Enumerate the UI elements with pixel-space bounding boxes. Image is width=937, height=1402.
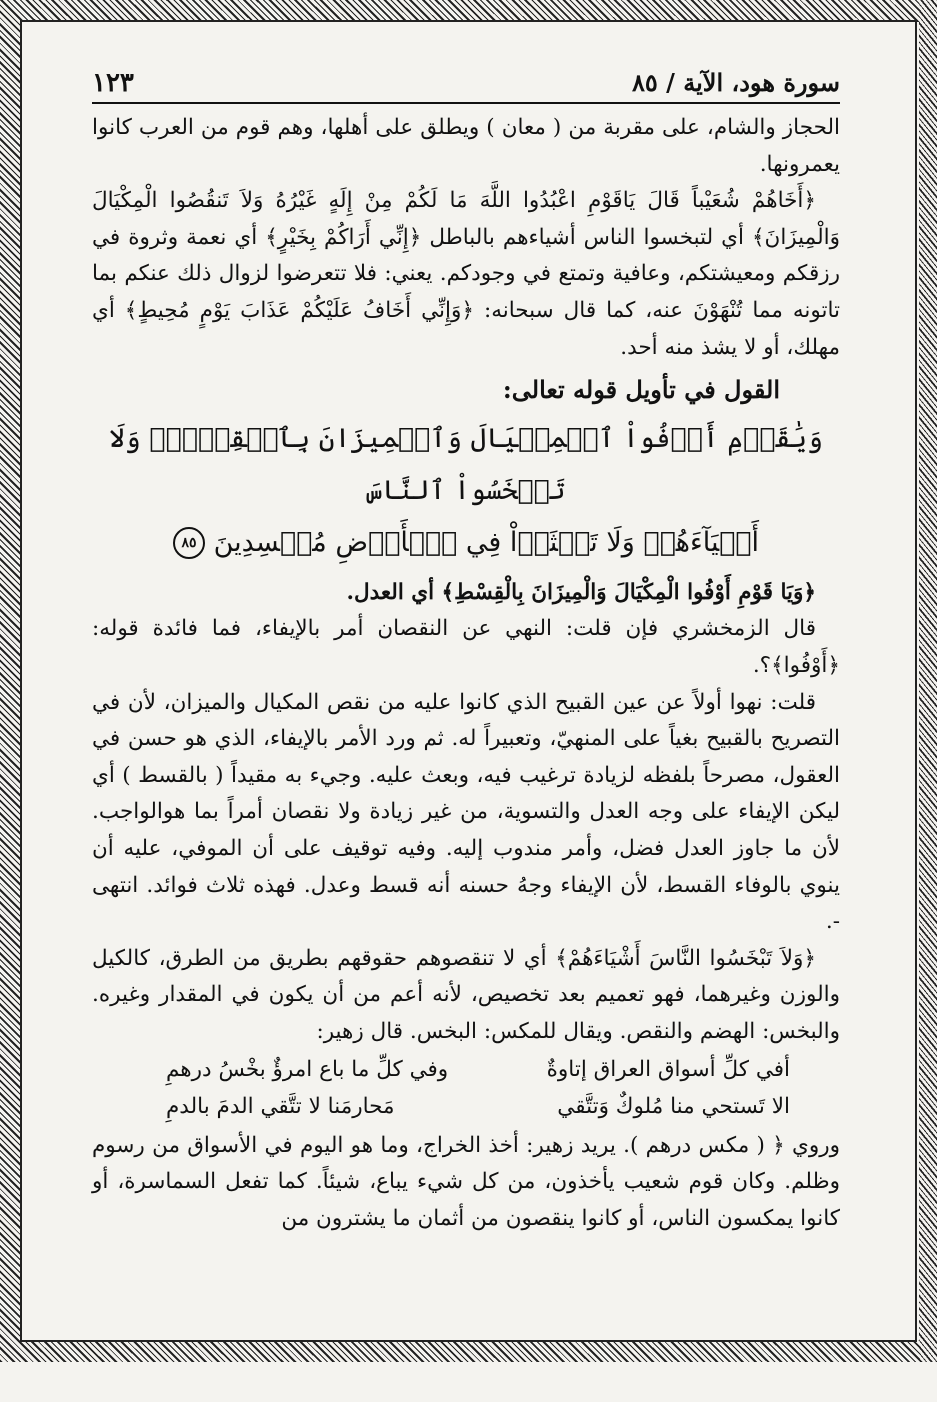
paragraph: قلت: نهوا أولاً عن عين القبيح الذي كانوا عليه من نقص المكيال والميزان، لأن في التصريح بالقبيح بغياً على المنهيّ، وتعبيراً له. ثم ورد الأمر بالإيفاء، الذي هو حسن في العقول، مصرحاً بلفظه لزيادة ترغيب فيه، وبعث عليه. وجيء به مقيداً ( بالقسط ) أي ليكن الإيفاء على وجه العدل والتسوية، من غير زيادة ولا نقصان أمراً بما هوالواجب. لأن ما جاوز العدل فضل، وأمر مندوب إليه. وفيه توقيف على أن الموفي، عليه أن ينوي بالوفاء القسط، لأن الإيفاء وجهُ حسنه أنه قسط وعدل. فهذه ثلاث فوائد. انتهى -. [92, 689, 840, 935]
ayah-number-icon: ٨٥ [173, 527, 205, 559]
page-number: ١٢٣ [92, 68, 134, 99]
paragraph: الحجاز والشام، على مقربة من ( معان ) ويطلق على أهلها، وهم قوم من العرب كانوا يعمرونها. [92, 115, 840, 177]
quran-verse [92, 413, 840, 569]
poem-line [92, 1052, 840, 1089]
verse-text: أَشۡيَآءَهُمۡ وَلَا تَعۡثَوۡاْ فِي ٱلۡأَرۡضِ مُفۡسِدِينَ [213, 526, 760, 558]
poem-hemistich: أفي كلِّ أسواق العراق إتاوةٌ [546, 1057, 790, 1083]
verse-line: وَيَٰقَوۡمِ أَوۡفُواْ ٱلۡمِكۡيَالَ وَٱلۡمِيزَانَ بِٱلۡقِسۡطِۖ وَلَا تَبۡخَسُواْ ٱلنَّاسَ [109, 422, 823, 506]
paragraph: ﴿وَلاَ تَبْخَسُوا النَّاسَ أَشْيَاءَهُمْ﴾ أي لا تنقصوهم حقوقهم بطريق من الطرق، كالكيل والوزن وغيرهما، فهو تعميم بعد تخصيص، لأنه أعم من أن يكون في المقدار وغيره. والبخس: الهضم والنقص. ويقال للمكس: البخس. قال زهير: [92, 945, 840, 1044]
page-header [92, 62, 840, 104]
verse-line-2 [92, 517, 840, 569]
poem [92, 1052, 840, 1125]
section-heading: القول في تأويل قوله تعالى: [502, 375, 780, 405]
paragraph: ﴿وَيَا قَوْمِ أَوْفُوا الْمِكْيَالَ وَالْمِيزَانَ بِالْقِسْطِ﴾ أي العدل. [346, 579, 816, 605]
header-title: سورة هود، الآية / ٨٥ [631, 68, 840, 98]
paragraph: وروي ﴿ ( مكس درهم ). يريد زهير: أخذ الخراج، وما هو اليوم في الأسواق من رسوم وظلم. وكان قوم شعيب يأخذون، من كل شيء يباع، شيئاً. كما تفعل السماسرة، أو كانوا يمكسون الناس، أو كانوا ينقصون من أثمان ما يشترون من [92, 1132, 840, 1231]
poem-hemistich: مَحارمَنا لا تتَّقي الدمَ بالدمِ [166, 1094, 395, 1120]
book-page [92, 62, 840, 1237]
paragraph: قال الزمخشري فإن قلت: النهي عن النقصان أمر بالإيفاء، فما فائدة قوله: ﴿أَوْفُوا﴾؟. [92, 616, 840, 678]
poem-hemistich: الا تَستحي منا مُلوكٌ وَتتَّقي [557, 1094, 790, 1120]
poem-hemistich: وفي كلِّ ما باع امرؤٌ بخْسُ درهمِ [166, 1057, 449, 1083]
poem-line [92, 1089, 840, 1126]
paragraph: ﴿أَخَاهُمْ شُعَيْباً قَالَ يَاقَوْمِ اعْبُدُوا اللَّهَ مَا لَكُمْ مِنْ إِلَهٍ غَيْرُهُ وَلاَ تَنقُصُوا الْمِكْيَالَ وَالْمِيزَانَ﴾ أي لتبخسوا الناس أشياءهم بالباطل ﴿إِنِّي أَرَاكُمْ بِخَيْرٍ﴾ أي نعمة وثروة في رزقكم ومعيشتكم، وعافية وتمتع في وجودكم. يعني: فلا تتعرضوا لزوال ذلك عنكم بما تاتونه مما تُنْهَوْنَ عنه، كما قال سبحانه: ﴿وَإِنِّي أَخَافُ عَلَيْكُمْ عَذَابَ يَوْمٍ مُحِيطٍ﴾ أي مهلك، أو لا يشذ منه أحد. [92, 188, 840, 360]
